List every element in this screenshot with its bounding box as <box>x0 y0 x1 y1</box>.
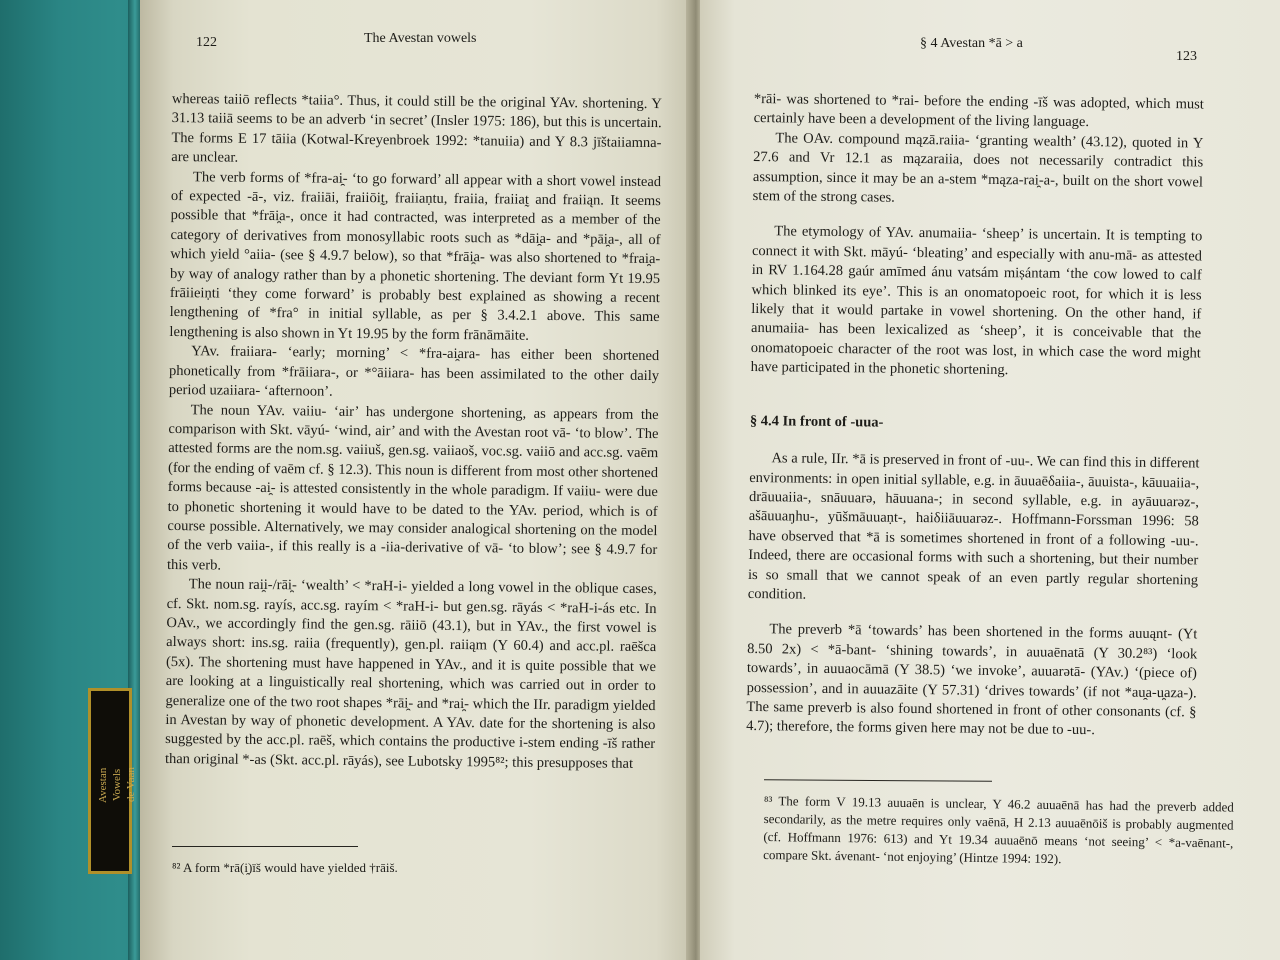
right-footnote: ⁸³ The form V 19.13 auuaēn is unclear, Y 46.2 auuaēnā has had the preverb added secondarily, as the metre requires only vaēnā, H 2.13 auuaēnōiš is probably augmented (cf. Hoffmann 1976: 613) and Yt 19.34 auuaēnō means ‘not seeing’ < *a-vaēnant-, compare Skt. ávenant- ‘not enjoying’ (Hintze 1994: 192). <box>763 792 1234 867</box>
left-paragraph: The noun rai̯i-/rāi̯- ‘wealth’ < *raH-i- yielded a long vowel in the oblique cases, cf. Skt. nom.sg. rayís, acc.sg. rayím < *raH-i- but gen.sg. rāyás < *raH-i-ás etc. In OAv., we accordingly find the gen.sg. rāiiō (43.1), but in YAv., the first vowel is always short: ins.sg. raiia (frequently), gen.pl. raiiąm (Y 60.4) and acc.pl. raēšca (5x). The shortening must have happened in YAv., and it is quite possible that we are looking at a linguistically real shortening, which was carried out in order to generalize one of the two root shapes *rāi̯- and *rai̯- which the IIr. paradigm yielded in Avestan by way of phonetic development. A YAv. date for the shortening is also suggested by the acc.pl. raēš, which contains the productive i-stem ending -īš rather than original *-as (Skt. acc.pl. rāyás), see Lubotsky 1995⁸²; this presupposes that <box>164 576 657 772</box>
section-heading: § 4.4 In front of -uua- <box>749 412 884 431</box>
left-paragraph: whereas taiiō reflects *taiia°. Thus, it could still be the original YAv. shortening. Y 31.13 taiiā seems to be an adverb ‘in secret’ (Insler 1975: 186), but this is uncertain. The forms E 17 tāiia (Kotwal-Kreyenbroek 1992: *tanuiia) and Y 8.3 jīštaiiamna- are unclear. <box>171 90 662 166</box>
left-paragraph: YAv. fraiiara- ‘early; morning’ < *fra-ai̯ara- has either been shortened phonetically from *frāiiara-, or *°āiiara- has been assimilated to the other daily period uzaiiara- ‘afternoon’. <box>168 343 660 400</box>
right-running-head: § 4 Avestan *ā > a <box>920 36 1023 51</box>
paragraph-gap <box>750 378 1200 417</box>
left-page-number: 122 <box>196 35 217 50</box>
left-body-text <box>165 90 662 774</box>
left-paragraph: The verb forms of *fra-ai̯- ‘to go forward’ all appear with a short vowel instead of expected -ā-, viz. fraiiāi, fraiiōit̰, fraiiaṇtu, fraiia, fraiiat̰ and fraiiąn. It seems possible that *frāi̯a-, once it had contracted, was interpreted as a member of the category of derivatives from monosyllabic roots such as *dāi̯a- and *pāi̯a-, all of which yield °aiia- (see § 4.9.7 below), so that *frāi̯a- was also shortened to *frai̯a- by way of analogy rather than by a phonetic shortening. The deviant form Yt 19.95 frāiieiṇti ‘they come forward’ is probably best explained as showing a recent lengthening of *fra° in initial syllable, as per § 3.4.2.1 above. This same lengthening is also shown in Yt 19.95 by the form frānāmāite. <box>169 168 662 344</box>
right-paragraph: As a rule, IIr. *ā is preserved in front of -uu-. We can find this in different environments: in open initial syllable, e.g. in āuuaēδaiia-, āuuista-, kāuuaiia-, drāuuaiia-, snāuuarə, hāuuana-; in second syllable, e.g. in ayāuuarəz-, ašāuuaŋhu-, yūšmāuuaṇt-, haiδiiāuuarəz-. Hoffmann-Forssman 1996: 58 have observed that *ā is sometimes shortened in front of a following -uu-. Indeed, there are occasional forms with such a shortening, but their number is so small that we cannot speak of an even partly regular shortening condition. <box>747 450 1200 603</box>
spine-label: Avestan Vowels de Vaan <box>97 767 137 803</box>
right-paragraph: The etymology of YAv. anumaiia- ‘sheep’ is uncertain. It is tempting to connect it with Skt. māyú- ‘bleating’ and especially with anu-mā- as attested in RV 1.164.28 gaúr amīmed ánu vatsám miṣántam ‘the cow lowed to calf which blinked its eye’. This is an onomatopoeic root, for which it is less likely that it would partake in vowel shortening. On the other hand, if anumaiia- has been lexicalized as ‘sheep’, it is conceivable that the onomatopoeic character of the root was lost, in which case the word might have participated in the phonetic shortening. <box>750 223 1203 379</box>
left-footnote: ⁸² A form *rā(i̯)īš would have yielded †rāiš. <box>172 860 398 875</box>
left-footnote-rule <box>172 846 358 847</box>
right-paragraph: The OAv. compound mązā.raiia- ‘granting wealth’ (43.12), quoted in Y 27.6 and Vr 12.1 as mązaraiia, does not necessarily contradict this assumption, since it may be an a-stem *mąza-rai̯-a-, built on the short vowel stem of the strong cases. <box>752 130 1204 206</box>
right-paragraph: *rāi- was shortened to *rai- before the ending -īš was adopted, which must certainly have been a development of the living language. <box>753 90 1204 131</box>
left-running-head: The Avestan vowels <box>364 31 477 46</box>
right-paragraph: The preverb *ā ‘towards’ has been shortened in the forms auuąnt- (Yt 8.50 2x) < *ā-bant- ‘shining towards’, in auuaēnatā (Y 30.2⁸³) ‘look towards’, in auuaocāmā (Y 38.5) ‘we invoke’, auuarətā- (YAv.) ‘(piece of) possession’, and in auuazāite (Y 57.31) ‘drives towards’ (if not *au̯a-u̯aza-). The same preverb is also found shortened in front of other consonants (cf. § 4.7); therefore, the forms given here may not be due to -uu-. <box>746 621 1198 739</box>
left-paragraph: The noun YAv. vaiiu- ‘air’ has undergone shortening, as appears from the comparison with Skt. vāyú- ‘wind, air’ and with the Avestan root vā- ‘to blow’. The attested forms are the nom.sg. vaiiuš, gen.sg. vaiiaoš, voc.sg. vaiiō and acc.sg. vaēm (for the ending of vaēm cf. § 12.3). This noun is different from most other shortened forms because -ai̯- is attested consistently in the whole paradigm. If vaiiu- were due to phonetic shortening it would have to be dated to the YAv. period, which is of course possible. Alternatively, we may consider analogical shortening on the model of the verb vaiia-, if this really is a -iia-derivative of vā- ‘to blow’; see § 4.9.7 for this verb. <box>166 401 659 574</box>
right-page-number: 123 <box>1176 49 1197 64</box>
right-body-text <box>746 90 1204 742</box>
